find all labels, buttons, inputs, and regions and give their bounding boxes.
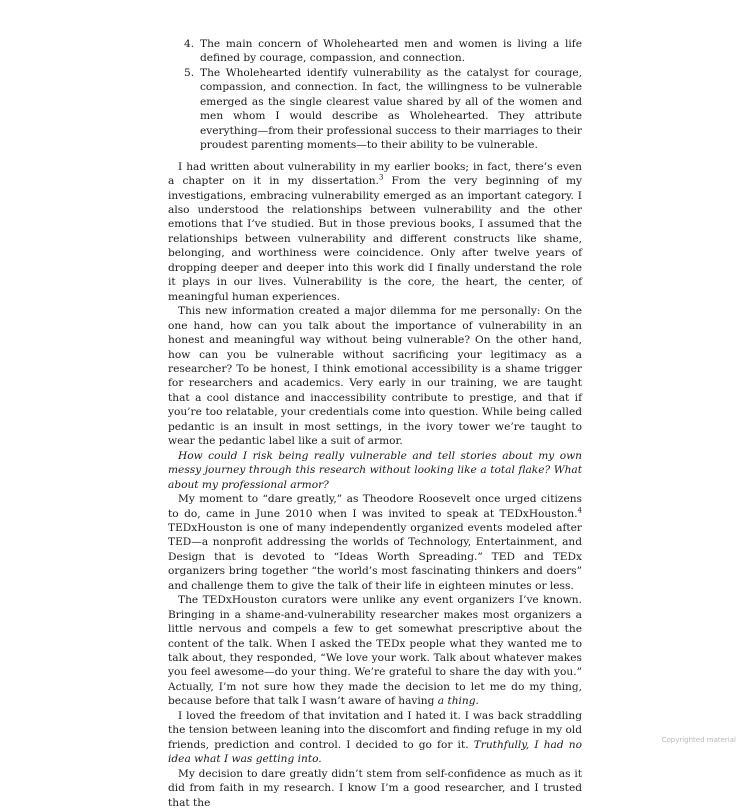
paragraph-italic-question: How could I risk being really vulnerable and tell stories about my own messy journey through this research without looking like a total flake? What about my professional armor? <box>168 449 582 491</box>
numbered-list <box>168 37 582 153</box>
paragraph-earlier-books <box>168 160 582 305</box>
list-item-text: The Wholehearted identify vulnerability as the catalyst for courage, compassion, and connection. In fact, the willingness to be vulnerable emerged as the single clearest value shared by all of the women and men whom I would describe as Wholehearted. They attribute everything—from their professional success to their marriages to their proudest parenting moments—to their ability to be vulnerable. <box>200 66 582 152</box>
book-page <box>168 37 582 810</box>
list-item <box>168 66 582 153</box>
list-item-text: The main concern of Wholehearted men and women is living a life defined by courage, compassion, and connection. <box>200 38 582 65</box>
list-item-number: 5. <box>184 66 195 79</box>
paragraph-curators <box>168 593 582 709</box>
paragraph-dare-greatly <box>168 492 582 593</box>
footnote-ref-4[interactable]: 4 <box>577 505 582 514</box>
list-item-number: 4. <box>184 38 195 50</box>
paragraph-dilemma: This new information created a major dilemma for me personally: On the one hand, how can you talk about the importance of vulnerability in an honest and meaningful way without being vulnerable? On the other hand, how can you be vulnerable without sacrificing your legitimacy as a researcher? To be honest, I think emotional accessibility is a shame trigger for researchers and academics. Very early in our training, we are taught that a cool distance and inaccessibility contribute to prestige, and that if you’re too relatable, your credentials come into question. While being called pedantic is an insult in most settings, in the ivory tower we’re taught to wear the pedantic label like a suit of armor. <box>168 305 582 448</box>
paragraph-decision: My decision to dare greatly didn’t stem from self-confidence as much as it did from faith in my research. I know I’m a good researcher, and I trusted that the <box>168 767 582 809</box>
paragraph-text: I had written about vulnerability in my earlier books; in fact, there’s even a chapter on it in my dissertation. <box>168 160 582 188</box>
paragraph-text: My moment to “dare greatly,” as Theodore Roosevelt once urged citizens to do, came in June 2010 when I was invited to speak at TEDxHouston. <box>168 493 582 520</box>
paragraph-text: From the very beginning of my investigations, embracing vulnerability emerged as an important category. I also understood the relationships between vulnerability and the other emotions that I’ve studied. But in those previous books, I assumed that the relationships between vulnerability and different constructs like shame, belonging, and worthiness were coincidence. Only after twelve years of dropping deeper and deeper into this work did I finally understand the role it plays in our lives. Vulnerability is the core, the heart, the center, of meaningful human experiences. <box>168 175 582 303</box>
copyright-watermark: Copyrighted material <box>661 736 736 744</box>
paragraph-text: The TEDxHouston curators were unlike any event organizers I’ve known. Bringing in a shame-and-vulnerability researcher makes most organizers a little nervous and compels a few to get somewhat prescriptive about the content of the talk. When I asked the TEDx people what they wanted me to talk about, they responded, “We love your work. Talk about whatever makes you feel awesome—do your thing. We’re grateful to share the day with you.” Actually, I’m not sure how they made the decision to let me do my thing, because before that talk I wasn’t aware of having <box>168 594 582 708</box>
paragraph-text: I loved the freedom of that invitation and I hated it. I was back straddling the tension between leaning into the discomfort and finding refuge in my old friends, prediction and control. I decided to go for it. <box>168 709 582 751</box>
italic-text: Truthfully, I had no idea what I was getting into. <box>168 738 583 766</box>
paragraph-text: TEDxHouston is one of many independently organized events modeled after TED—a nonprofit addressing the worlds of Technology, Entertainment, and Design that is devoted to “Ideas Worth Spreading.” TED and TEDx organizers bring together “the world’s most fascinating thinkers and doers” and challenge them to give the talk of their life in eighteen minutes or less. <box>168 521 582 592</box>
footnote-ref-3[interactable]: 3 <box>378 173 384 182</box>
paragraph-freedom <box>168 709 582 767</box>
punctuation: . <box>475 695 479 708</box>
list-item <box>168 37 582 66</box>
italic-text: a thing <box>437 695 476 708</box>
